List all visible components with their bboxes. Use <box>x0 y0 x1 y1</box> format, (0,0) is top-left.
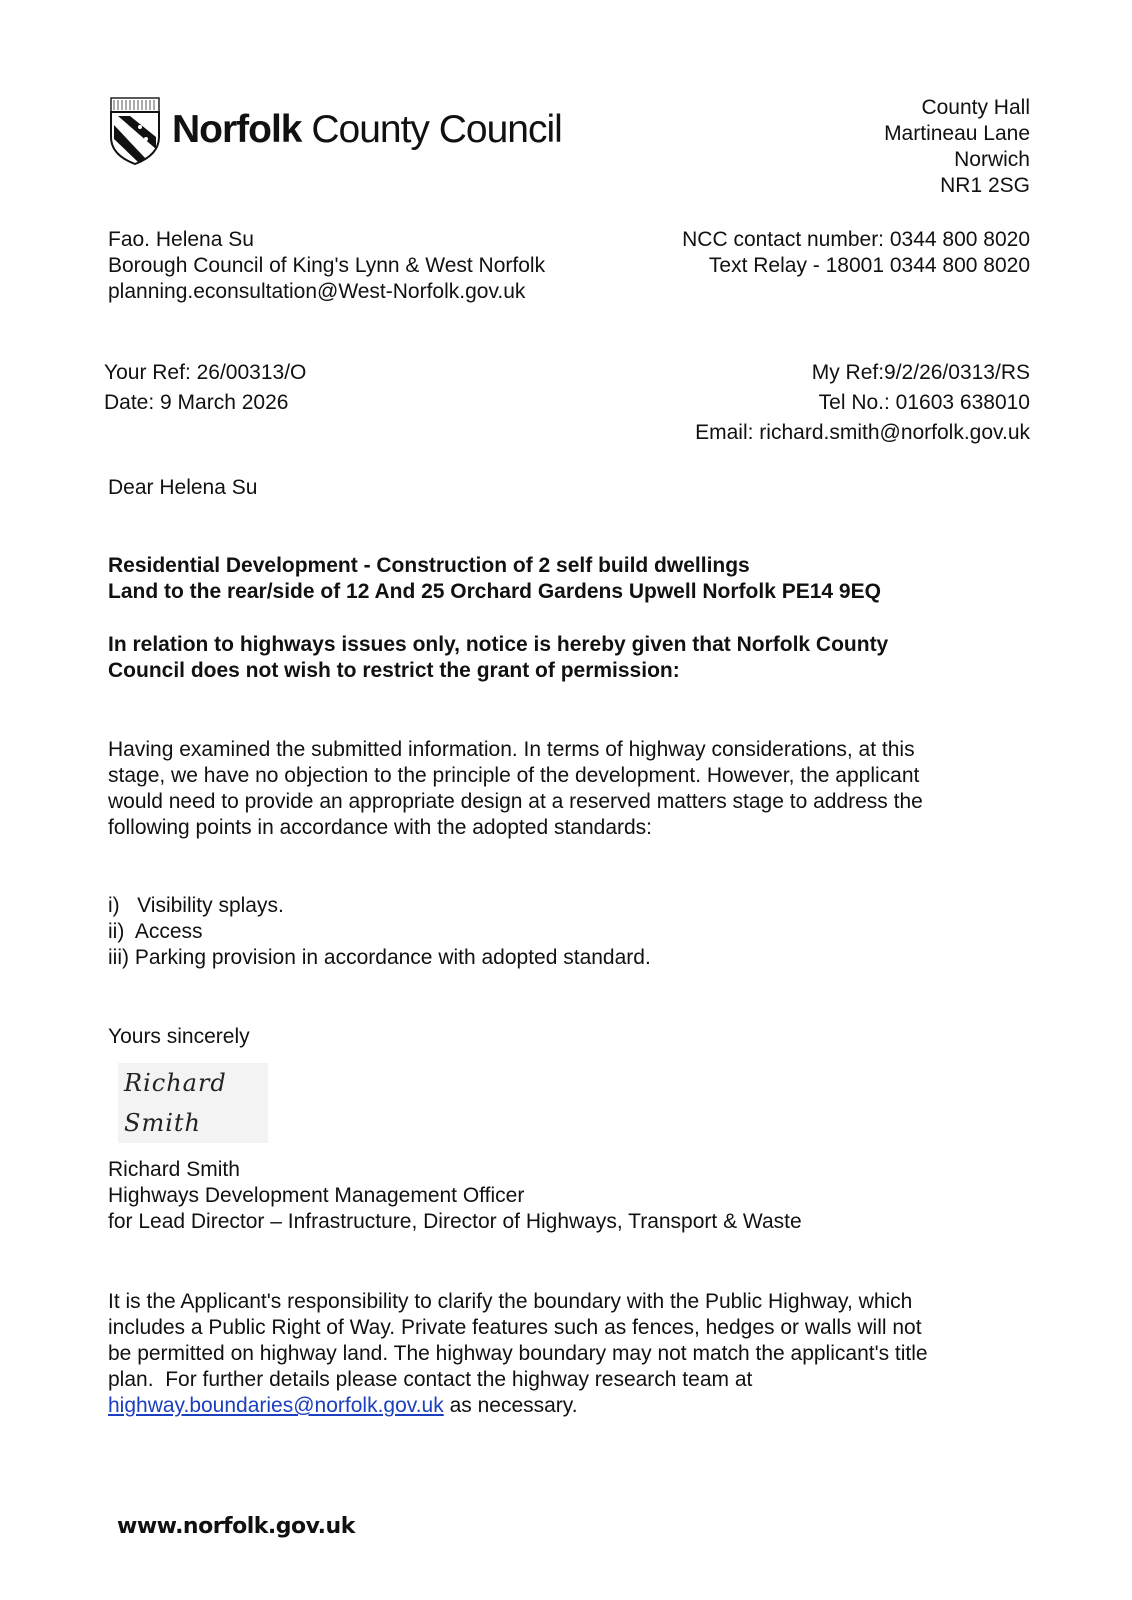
council-logo <box>110 97 562 167</box>
recipient-line: Borough Council of King's Lynn & West Norfolk <box>108 254 546 277</box>
signer-department: for Lead Director – Infrastructure, Director of Highways, Transport & Waste <box>108 1210 802 1233</box>
list-item: i) Visibility splays. <box>108 894 284 917</box>
body-line: stage, we have no objection to the principle of the development. However, the applicant <box>108 764 920 787</box>
highway-boundaries-email-link[interactable]: highway.boundaries@norfolk.gov.uk <box>108 1394 444 1417</box>
notice-line: Council does not wish to restrict the grant of permission: <box>108 659 680 682</box>
my-ref: My Ref:9/2/26/0313/RS <box>811 361 1030 384</box>
logo-text-bold: Norfolk <box>172 108 302 151</box>
note-line: be permitted on highway land. The highway boundary may not match the applicant's title <box>108 1342 928 1365</box>
note-link-suffix: as necessary. <box>443 1394 578 1417</box>
contact-block <box>682 227 1030 279</box>
list-item: ii) Access <box>108 920 203 943</box>
note-line: It is the Applicant's responsibility to clarify the boundary with the Public Highway, which <box>108 1290 913 1313</box>
contact-line: Text Relay - 18001 0344 800 8020 <box>708 254 1030 277</box>
reference-left <box>104 358 306 418</box>
boundary-note <box>108 1289 928 1419</box>
address-line: Norwich <box>954 148 1030 171</box>
note-line: includes a Public Right of Way. Private features such as fences, hedges or walls will not <box>108 1316 922 1339</box>
notice-statement <box>108 632 888 684</box>
address-line: NR1 2SG <box>940 174 1030 197</box>
signer-title: Highways Development Management Officer <box>108 1184 525 1207</box>
address-line: County Hall <box>921 96 1030 119</box>
recipient-line: planning.econsultation@West-Norfolk.gov.uk <box>108 280 526 303</box>
recipient-line: Fao. Helena Su <box>108 228 254 251</box>
body-line: would need to provide an appropriate design at a reserved matters stage to address the <box>108 790 923 813</box>
letter-date: Date: 9 March 2026 <box>104 391 289 414</box>
website-footer: www.norfolk.gov.uk <box>117 1514 355 1539</box>
recipient-block <box>108 227 545 305</box>
signature-image <box>118 1063 268 1137</box>
signer-block <box>108 1157 802 1235</box>
logo-wordmark <box>172 107 562 153</box>
logo-text-regular: County Council <box>311 108 562 151</box>
body-paragraph <box>108 737 923 841</box>
subject-line: Land to the rear/side of 12 And 25 Orchard Gardens Upwell Norfolk PE14 9EQ <box>108 580 881 603</box>
signer-name: Richard Smith <box>108 1158 240 1181</box>
your-ref: Your Ref: 26/00313/O <box>104 361 307 384</box>
address-line: Martineau Lane <box>884 122 1030 145</box>
body-line: following points in accordance with the adopted standards: <box>108 816 653 839</box>
reference-right <box>695 358 1030 448</box>
notice-line: In relation to highways issues only, notice is hereby given that Norfolk County <box>108 633 889 656</box>
contact-line: NCC contact number: 0344 800 8020 <box>682 228 1030 251</box>
tel-number: Tel No.: 01603 638010 <box>818 391 1030 414</box>
salutation: Dear Helena Su <box>108 476 258 499</box>
note-line: plan. For further details please contact the highway research team at <box>108 1368 753 1391</box>
closing: Yours sincerely <box>108 1025 250 1048</box>
subject-heading <box>108 553 881 605</box>
council-address <box>884 95 1030 199</box>
list-item: iii) Parking provision in accordance with adopted standard. <box>108 946 651 969</box>
body-line: Having examined the submitted information. In terms of highway considerations, at this <box>108 738 915 761</box>
email-address: Email: richard.smith@norfolk.gov.uk <box>695 421 1030 444</box>
points-list <box>108 893 651 971</box>
subject-line: Residential Development - Construction of 2 self build dwellings <box>108 554 750 577</box>
norfolk-shield-icon <box>110 97 160 165</box>
note-line-link <box>108 1393 928 1419</box>
signature-script: Richard Smith <box>118 1063 268 1143</box>
